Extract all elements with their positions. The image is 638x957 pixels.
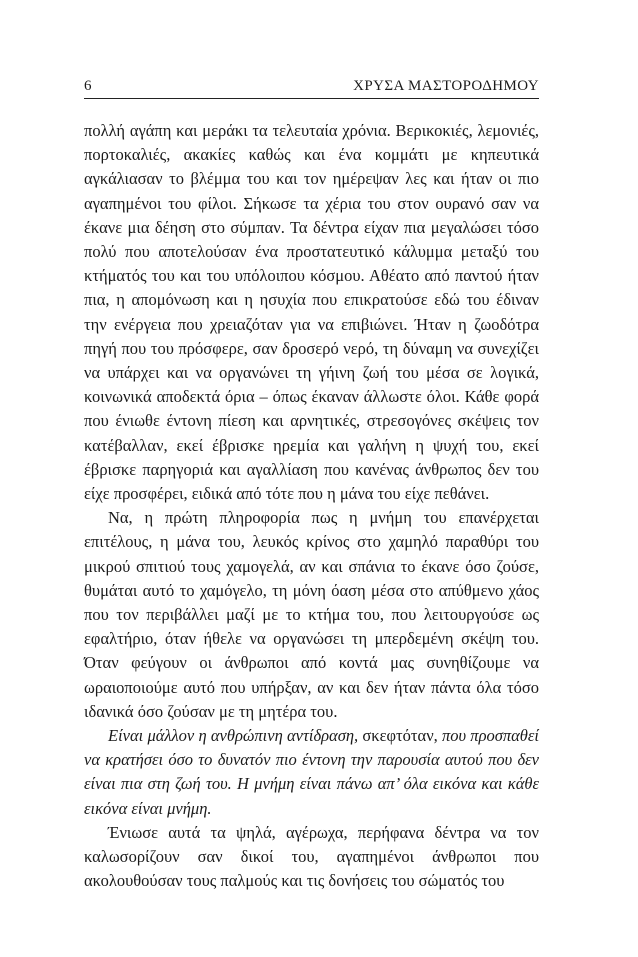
book-page [84, 78, 539, 894]
italic-thought-1: Είναι μάλλον η ανθρώπινη αντίδραση, [108, 726, 359, 746]
paragraph-3 [84, 724, 539, 821]
author-name: ΧΡΥΣΑ ΜΑΣΤΟΡΟΔΗΜΟΥ [353, 78, 539, 94]
body-text [84, 119, 539, 894]
paragraph-2: Να, η πρώτη πληροφορία πως η μνήμη του επανέρχεται επιτέλους, η μάνα του, λευκός κρίνος στο χαμηλό παραθύρι του μικρού σπιτιού τους χαμογελά, αν και σπάνια το έκανε όσο ζούσε, θυμάται αυτό το χαμόγελο, τη μόνη όαση μέσα στο απύθμενο χάος που τον περιβάλλει μαζί με το κτήμα του, που λειτουργούσε ως εφαλτήριο, όταν ήθελε να οργανώσει τη μπερδεμένη σκέψη του. Όταν φεύγουν οι άνθρωποι από κοντά μας συνηθίζουμε να ωραιοποιούμε αυτό που υπήρξαν, αν και δεν ήταν πάντα όλα τόσο ιδανικά όσο ζούσαν με τη μητέρα του. [84, 508, 539, 721]
narration-text: σκεφτόταν, [358, 726, 442, 746]
running-header [84, 78, 539, 99]
paragraph-1: πολλή αγάπη και μεράκι τα τελευταία χρόνια. Βερικοκιές, λεμονιές, πορτοκαλιές, ακακίες καθώς και ένα κομμάτι με κηπευτικά αγκάλιασαν το βλέμμα του και τον ημέρεψαν λες και ήταν οι πιο αγαπημένοι του φίλοι. Σήκωσε τα χέρια του στον ουρανό σαν να έκανε μια δέηση στο σύμπαν. Τα δέντρα είχαν πια μεγαλώσει τόσο πολύ που αποτελούσαν ένα προστατευτικό κάλυμμα μεταξύ του κτήματός του και του υπόλοιπου κόσμου. Αθέατο από παντού ήταν πια, η απομόνωση και η ησυχία που επικρατούσε εδώ του έδιναν την ενέργεια που χρειαζόταν για να επιβιώνει. Ήταν η ζωοδότρα πηγή που του πρόσφερε, σαν δροσερό νερό, τη δύναμη να συνεχίζει να υπάρχει και να οργανώνει τη γήινη ζωή του μέσα σε λογικά, κοινωνικά αποδεκτά όρια – όπως έκαναν άλλωστε όλοι. Κάθε φορά που ένιωθε έντονη πίεση και αρνητικές, στρεσογόνες σκέψεις τον κατέβαλλαν, εκεί έβρισκε ηρεμία και γαλήνη η ψυχή του, εκεί έβρισκε παρηγοριά και αγαλλίαση που κανένας άνθρωπος δεν του είχε προσφέρει, ειδικά από τότε που η μάνα του είχε πεθάνει. [84, 121, 539, 504]
italic-thought-2: που προσπαθεί να κρατήσει όσο το δυνατόν πιο έντονη την παρουσία αυτού που δεν είναι πια στη ζωή του. Η μνήμη είναι πάνω απ’ όλα εικόνα και κάθε εικόνα είναι μνήμη. [84, 726, 539, 818]
page-number: 6 [84, 78, 92, 94]
paragraph-4: Ένιωσε αυτά τα ψηλά, αγέρωχα, περήφανα δέντρα να τον καλωσορίζουν σαν δικοί του, αγαπημένοι άνθρωποι που ακολουθούσαν τους παλμούς και τις δονήσεις του σώματός του [84, 822, 539, 891]
